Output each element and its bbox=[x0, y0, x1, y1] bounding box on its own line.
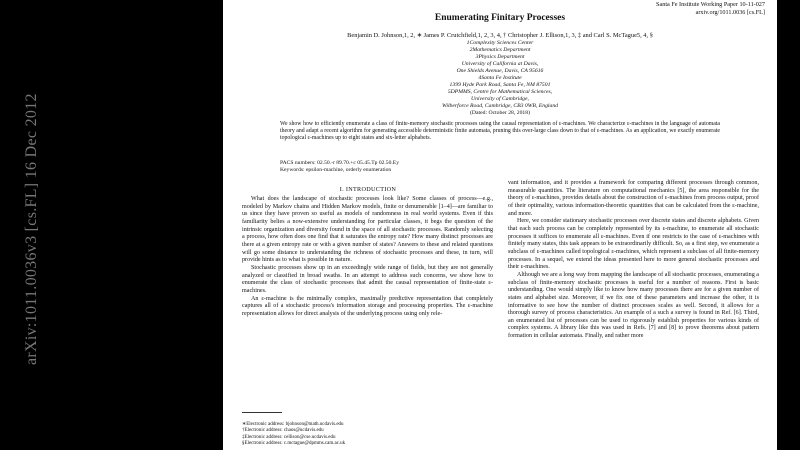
affiliation-line: Wilberforce Road, Cambridge, CB3 0WB, England bbox=[441, 103, 559, 109]
paragraph: vant information, and it provides a framework for comparing different processes through common, measurable quantities. The literature on computational mechanics [5], the area responsible for the theory of ε-machines, provides details about the construction of ε-machines from process output, proof of their optimality, various information-theoretic quantities that can be calculated from the ε-machine, and more. bbox=[508, 180, 759, 217]
affiliation-line: 3Physics Department bbox=[475, 54, 525, 60]
affiliation-line: University of California at Davis, bbox=[461, 61, 539, 67]
working-paper-label: Santa Fe Institute Working Paper 10-11-027 bbox=[656, 1, 765, 8]
left-column bbox=[242, 196, 493, 319]
affiliation-line: 1Complexity Sciences Center bbox=[466, 40, 534, 46]
paragraph: What does the landscape of stochastic processes look like? Some classes of process—e.g., modeled by Markov chains and Hidden Markov models, finite or denumerable [1–4]—are familiar to us since they have proven so useful as models of randomness in real world systems. Even if this familiarity belies a now-extensive understanding for particular classes, it begs the question of the intrinsic organization and diversity found in the space of all stochastic processes. Randomly selecting a process, how often does one find that it saturates the entropy rate? How many distinct processes are there at a given entropy rate or with a given number of states? Answers to these and related questions will go some distance to understanding the richness of stochastic processes and these, in turn, will provide hints as to what is possible in nature. bbox=[242, 196, 493, 264]
author-list: Benjamin D. Johnson,1, 2, ∗ James P. Crutchfield,1, 2, 3, 4, † Christopher J. Ellison,1, 3, ‡ and Carl S. McTague5, 4, § bbox=[347, 32, 653, 39]
paper-title: Enumerating Finitary Processes bbox=[434, 13, 566, 23]
footnote-divider bbox=[242, 412, 282, 413]
affiliation-line: University of Cambridge, bbox=[471, 96, 529, 102]
paragraph: Stochastic processes show up in an exceedingly wide range of fields, but they are not generally analyzed or classified in broad swaths. In an attempt to address such concerns, we show how to enumerate the class of stochastic processes that admit the causal representation of finite-state ε-machines. bbox=[242, 264, 493, 294]
abstract: We show how to efficiently enumerate a class of finite-memory stochastic processes using the causal representation of ε-machines. We characterize ε-machines in the language of automata theory and adapt a recent algorithm for generating accessible deterministic finite automata, pruning this over-large class down to that of ε-machines. As an application, we exactly enumerate topological ε-machines up to eight states and six-letter alphabets. bbox=[280, 121, 720, 141]
footnote: †Electronic address: chaos@ucdavis.edu bbox=[242, 428, 324, 434]
affiliation-line: 2Mathematics Department bbox=[469, 47, 531, 53]
paper-page bbox=[223, 0, 777, 450]
footnotes bbox=[242, 422, 345, 448]
date-line: (Dated: October 28, 2018) bbox=[469, 110, 531, 116]
pacs-keywords bbox=[280, 160, 399, 174]
affiliation-line: 5DPMMS, Centre for Mathematical Sciences, bbox=[447, 89, 553, 95]
arxiv-reference: arxiv.org/1011.0036 [cs.FL] bbox=[695, 8, 765, 16]
right-column bbox=[508, 180, 759, 341]
paragraph: Although we are a long way from mapping the landscape of all stochastic processes, enumerating a subclass of finite-memory stochastic processes is useful for a number of reasons. First is basic understanding. One would simply like to know how many processes there are for a given number of states and alphabet size. Moreover, if we fix one of these parameters and increase the other, it is informative to see how the number of distinct processes scales as well. Second, it allows for a thorough survey of process characteristics. An example of a such a survey is found in Ref. [6]. Third, an enumerated list of processes can be used to rigorously establish properties for various kinds of complex systems. A library like this was used in Refs. [7] and [8] to prove theorems about pattern formation in cellular automata. Finally, and rather more bbox=[508, 271, 759, 340]
pacs-numbers: PACS numbers: 02.50.-r 89.70.+c 05.45.Tp 02.50.Ey bbox=[280, 160, 400, 166]
keywords: Keywords: epsilon-machine, orderly enumeration bbox=[280, 167, 392, 173]
footnote: ∗Electronic address: bjohnson@math.ucdavis.edu bbox=[242, 422, 344, 427]
affiliations bbox=[223, 40, 777, 117]
section-heading: I. INTRODUCTION bbox=[339, 186, 397, 193]
arxiv-identifier: arXiv:1011.0036v3 [cs.FL] 16 Dec 2012 bbox=[23, 93, 40, 365]
affiliation-line: 1399 Hyde Park Road, Santa Fe, NM 87501 bbox=[449, 82, 551, 88]
paragraph: Here, we consider stationary stochastic processes over discrete states and discrete alphabets. Given that each such process can be completely represented by its ε-machine, to enumerate all stochastic processes it suffices to enumerate all ε-machines. Even if one restricts to the case of ε-machines with finitely many states, this task appears to be extraordinarily difficult. So, as a first step, we enumerate a subclass of ε-machines called topological ε-machines, which represent a subclass of all finite-memory processes. In a sequel, we extend the ideas presented here to more general stochastic processes and their ε-machines. bbox=[508, 218, 759, 271]
affiliation-line: One Shields Avenue, Davis, CA 95616 bbox=[456, 68, 544, 74]
paragraph: An ε-machine is the minimally complex, maximally predictive representation that completely captures all of a stochastic process's information storage and processing properties. The ε-machine representation allows for direct analysis of the underlying process using only rele- bbox=[242, 295, 493, 317]
footnote: ‡Electronic address: cellison@cse.ucdavis.edu bbox=[242, 434, 336, 440]
affiliation-line: 4Santa Fe Institute bbox=[478, 75, 522, 81]
footnote: §Electronic address: c.mctague@dpmms.cam.ac.uk bbox=[242, 441, 346, 447]
